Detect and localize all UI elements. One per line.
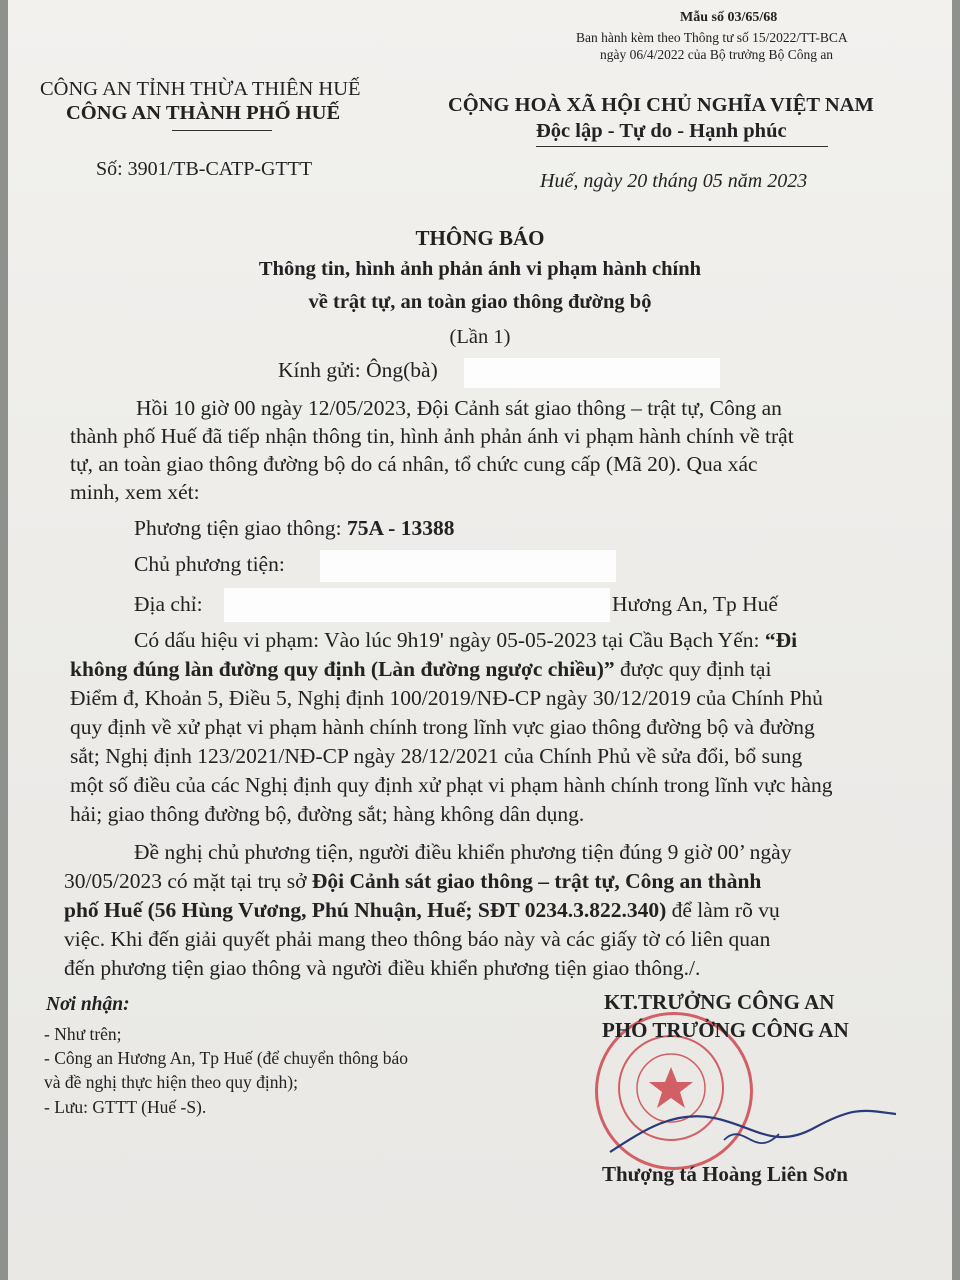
issuer-underline xyxy=(172,130,272,131)
notice-round: (Lần 1) xyxy=(449,326,511,348)
violation-description: không đúng làn đường quy định (Làn đường ngược chiều)” xyxy=(70,657,615,681)
violation-line1 xyxy=(134,628,797,653)
address-tail: Hương An, Tp Huế xyxy=(612,592,778,616)
office-address: phố Huế (56 Hùng Vương, Phú Nhuận, Huế; SĐT 0234.3.822.340) xyxy=(64,898,667,922)
form-code: Mẫu số 03/65/68 xyxy=(680,10,778,25)
notice-title: THÔNG BÁO xyxy=(415,226,545,250)
violation-quote-start: “Đi xyxy=(764,628,798,652)
violation-line5: sắt; Nghị định 123/2021/NĐ-CP ngày 28/12/2021 của Chính Phủ về sửa đổi, bổ sung xyxy=(70,744,803,768)
p1-line2: thành phố Huế đã tiếp nhận thông tin, hình ảnh phản ánh vi phạm hành chính về trật xyxy=(70,424,794,448)
p1-line4: minh, xem xét: xyxy=(70,480,200,504)
vehicle-row xyxy=(134,516,454,541)
signatory-name: Thượng tá Hoàng Liên Sơn xyxy=(602,1162,848,1186)
p1-line3: tự, an toàn giao thông đường bộ do cá nhân, tổ chức cung cấp (Mã 20). Qua xác xyxy=(70,452,758,476)
violation-line2 xyxy=(70,657,771,682)
signatory-title-2: PHÓ TRƯỞNG CÔNG AN xyxy=(602,1018,849,1042)
request-line3-tail: để làm rõ vụ xyxy=(666,898,780,922)
recipient-2a: - Công an Hương An, Tp Huế (để chuyển thông báo xyxy=(44,1048,408,1068)
violation-line6: một số điều của các Nghị định quy định xử phạt vi phạm hành chính trong lĩnh vực hàng xyxy=(70,773,833,797)
national-motto: Độc lập - Tự do - Hạnh phúc xyxy=(536,120,787,142)
vehicle-label: Phương tiện giao thông: xyxy=(134,516,347,540)
office-name: Đội Cảnh sát giao thông – trật tự, Công an thành xyxy=(311,869,762,893)
document-page xyxy=(8,0,952,1280)
issuer-line1: CÔNG AN TỈNH THỪA THIÊN HUẾ xyxy=(40,78,361,100)
request-line2-text: 30/05/2023 có mặt tại trụ sở xyxy=(64,869,312,893)
redacted-address xyxy=(224,588,610,622)
salutation: Kính gửi: Ông(bà) xyxy=(278,358,438,382)
violation-line7: hải; giao thông đường bộ, đường sắt; hàng không dân dụng. xyxy=(70,802,585,826)
handwritten-signature xyxy=(604,1090,904,1170)
vehicle-plate: 75A - 13388 xyxy=(346,516,455,540)
redacted-owner xyxy=(320,550,616,582)
request-line1: Đề nghị chủ phương tiện, người điều khiển phương tiện đúng 9 giờ 00’ ngày xyxy=(134,840,792,864)
owner-label: Chủ phương tiện: xyxy=(134,552,285,576)
request-line3 xyxy=(64,898,780,923)
form-ref-line2: ngày 06/4/2022 của Bộ trưởng Bộ Công an xyxy=(600,47,834,62)
document-number: Số: 3901/TB-CATP-GTTT xyxy=(96,158,313,180)
notice-subtitle-1: Thông tin, hình ảnh phản ánh vi phạm hành chính xyxy=(258,258,702,280)
violation-line3: Điểm đ, Khoản 5, Điều 5, Nghị định 100/2019/NĐ-CP ngày 30/12/2019 của Chính Phủ xyxy=(70,686,823,710)
signatory-title-1: KT.TRƯỞNG CÔNG AN xyxy=(604,990,835,1014)
request-line5: đến phương tiện giao thông và người điều khiển phương tiện giao thông./. xyxy=(64,956,701,980)
motto-underline xyxy=(536,146,828,147)
request-line2 xyxy=(64,869,761,894)
form-ref-line1: Ban hành kèm theo Thông tư số 15/2022/TT-BCA xyxy=(576,30,848,45)
national-title: CỘNG HOÀ XÃ HỘI CHỦ NGHĨA VIỆT NAM xyxy=(448,94,874,116)
violation-line1-text: Có dấu hiệu vi phạm: Vào lúc 9h19' ngày 05-05-2023 tại Cầu Bạch Yến: xyxy=(134,628,765,652)
recipient-3: - Lưu: GTTT (Huế -S). xyxy=(44,1097,207,1117)
recipients-heading: Nơi nhận: xyxy=(46,994,130,1015)
violation-line4: quy định về xử phạt vi phạm hành chính trong lĩnh vực giao thông đường bộ và đường xyxy=(70,715,815,739)
redacted-recipient xyxy=(464,358,720,388)
issue-date: Huế, ngày 20 tháng 05 năm 2023 xyxy=(540,170,808,192)
p1-line1: Hồi 10 giờ 00 ngày 12/05/2023, Đội Cảnh sát giao thông – trật tự, Công an xyxy=(136,396,782,420)
recipient-1: - Như trên; xyxy=(44,1024,122,1044)
recipient-2b: và đề nghị thực hiện theo quy định); xyxy=(44,1072,298,1092)
notice-subtitle-2: về trật tự, an toàn giao thông đường bộ xyxy=(308,291,652,313)
request-line4: việc. Khi đến giải quyết phải mang theo thông báo này và các giấy tờ có liên quan xyxy=(64,927,771,951)
issuer-line2: CÔNG AN THÀNH PHỐ HUẾ xyxy=(66,102,341,124)
violation-line2-tail: được quy định tại xyxy=(614,657,772,681)
address-label: Địa chỉ: xyxy=(134,592,203,616)
